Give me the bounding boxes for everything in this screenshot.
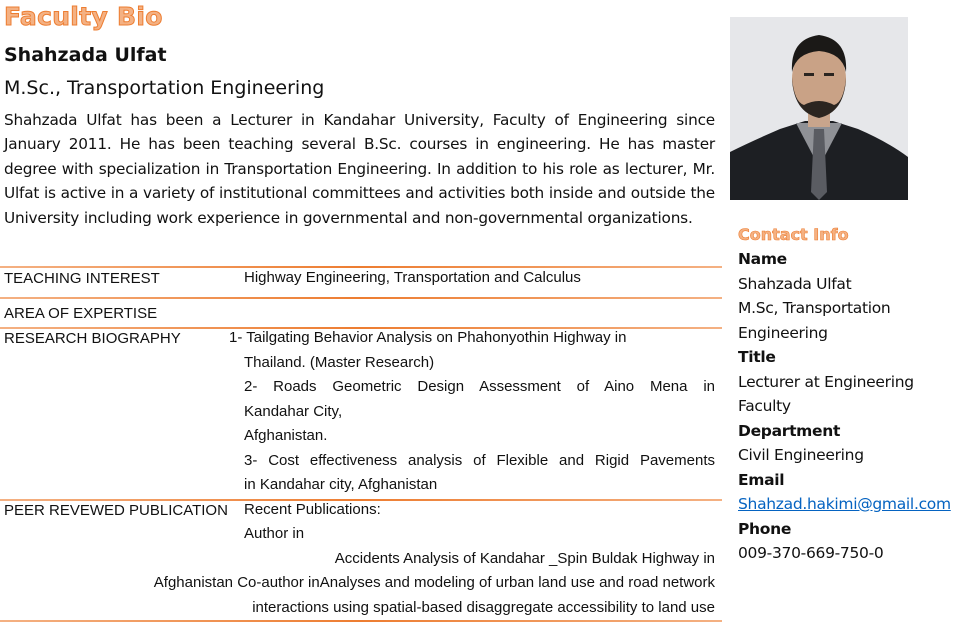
- teaching-interest-label: TEACHING INTEREST: [4, 270, 160, 287]
- contact-info: [738, 247, 951, 566]
- teaching-interest-value: Highway Engineering, Transportation and Calculus: [244, 269, 581, 286]
- research-biography-label: RESEARCH BIOGRAPHY: [4, 330, 181, 347]
- research-item-3: 3- Cost effectiveness analysis of Flexible and Rigid Pavements: [244, 452, 715, 469]
- research-item-3-cont: in Kandahar city, Afghanistan: [244, 476, 438, 493]
- page-title: Faculty Bio: [4, 2, 163, 31]
- contact-title-line2: Faculty: [738, 397, 791, 415]
- person-name: Shahzada Ulfat: [4, 44, 167, 66]
- section-divider: [0, 297, 722, 299]
- section-divider: [0, 620, 722, 622]
- contact-phone-value: 009-370-669-750-0: [738, 544, 884, 562]
- contact-title-label: Title: [738, 348, 776, 366]
- contact-phone-label: Phone: [738, 519, 792, 538]
- contact-degree-line2: Engineering: [738, 323, 828, 342]
- publication-line: Afghanistan Co-author inAnalyses and modeling of urban land use and road network: [153, 574, 715, 591]
- research-item-1: 1- Tailgating Behavior Analysis on Phahonyothin Highway in: [229, 329, 627, 346]
- profile-photo: [730, 17, 908, 200]
- contact-name-value: Shahzada Ulfat: [738, 274, 852, 293]
- research-item-2-cont: Kandahar City,: [244, 403, 343, 420]
- bio-paragraph: Shahzada Ulfat has been a Lecturer in Kandahar University, Faculty of Engineering since January 2011. He has been teaching several B.Sc. courses in engineering. He has master degree with specialization in Transportation Engineering. In addition to his role as lecturer, Mr. Ulfat is active in a variety of institutional committees and activities both inside and outside the University including work experience in governmental and non-governmental organizations.: [4, 111, 715, 227]
- contact-department-value: Civil Engineering: [738, 446, 864, 464]
- email-link[interactable]: Shahzad.hakimi@gmail.com: [738, 495, 951, 513]
- research-item-2: 2- Roads Geometric Design Assessment of Aino Mena in: [244, 378, 715, 395]
- contact-department-label: Department: [738, 421, 841, 440]
- publications-author-in: Author in: [244, 525, 305, 542]
- degree: M.Sc., Transportation Engineering: [4, 77, 325, 99]
- publications-label: PEER REVEWED PUBLICATION: [4, 502, 228, 519]
- contact-degree-line1: M.Sc, Transportation: [738, 299, 891, 317]
- contact-title-line1: Lecturer at Engineering: [738, 372, 914, 391]
- area-of-expertise-label: AREA OF EXPERTISE: [4, 305, 158, 322]
- contact-email-label: Email: [738, 470, 785, 489]
- contact-name-label: Name: [738, 250, 787, 268]
- contact-info-heading: Contact Info: [738, 225, 849, 244]
- research-item-1-cont: Thailand. (Master Research): [244, 354, 435, 371]
- portrait-image: [730, 17, 908, 200]
- research-item-2-cont2: Afghanistan.: [244, 427, 328, 444]
- publications-heading: Recent Publications:: [244, 501, 381, 518]
- publication-line: interactions using spatial-based disaggregate accessibility to land use: [252, 599, 715, 616]
- publication-line: Accidents Analysis of Kandahar _Spin Buldak Highway in: [334, 550, 715, 567]
